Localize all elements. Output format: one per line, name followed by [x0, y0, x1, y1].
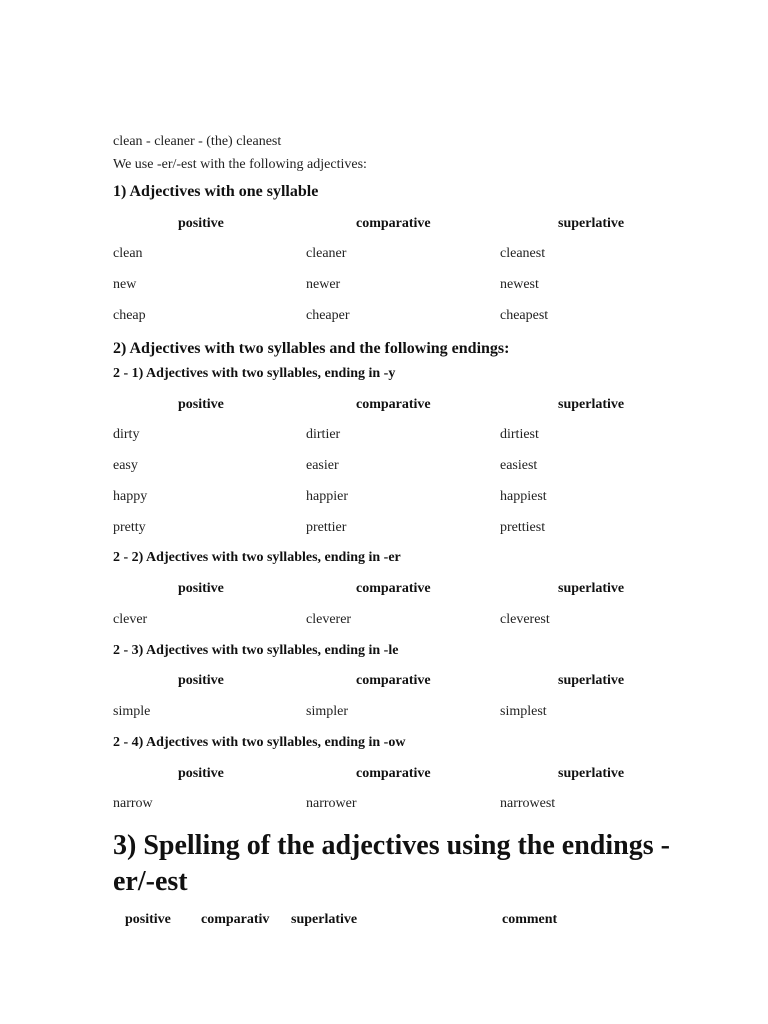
cell-positive: new	[113, 277, 137, 292]
subsection-2-3-title: 2 - 3) Adjectives with two syllables, ending in -le	[113, 643, 399, 658]
cell-positive: dirty	[113, 427, 140, 442]
cell-positive: happy	[113, 489, 148, 504]
cell-positive: easy	[113, 458, 138, 473]
cell-comparative: newer	[306, 277, 341, 292]
subsection-2-1-title: 2 - 1) Adjectives with two syllables, ending in -y	[113, 366, 396, 381]
section2-title: 2) Adjectives with two syllables and the following endings:	[113, 340, 510, 357]
header-comparative: comparative	[356, 397, 431, 412]
cell-superlative: prettiest	[500, 520, 546, 535]
intro-example: clean - cleaner - (the) cleanest	[113, 134, 282, 149]
cell-positive: clever	[113, 612, 148, 627]
cell-comparative: simpler	[306, 704, 348, 719]
cell-superlative: happiest	[500, 489, 547, 504]
header-comparative: comparative	[356, 673, 431, 688]
cell-comparative: easier	[306, 458, 339, 473]
cell-comparative: cleaner	[306, 246, 347, 261]
cell-comparative: cheaper	[306, 308, 350, 323]
cell-positive: simple	[113, 704, 151, 719]
cell-comparative: dirtier	[306, 427, 341, 442]
cell-superlative: cleverest	[500, 612, 550, 627]
header-superlative: superlative	[291, 912, 358, 927]
section3-title: 3) Spelling of the adjectives using the endings -er/-est	[113, 830, 670, 897]
cell-superlative: cleanest	[500, 246, 546, 261]
header-positive: positive	[178, 581, 224, 596]
intro-rule: We use -er/-est with the following adjectives:	[113, 157, 367, 172]
header-superlative: superlative	[558, 216, 625, 231]
cell-comparative: narrower	[306, 796, 357, 811]
subsection-2-4-title: 2 - 4) Adjectives with two syllables, ending in -ow	[113, 735, 406, 750]
header-superlative: superlative	[558, 766, 625, 781]
header-positive: positive	[125, 912, 171, 927]
cell-positive: clean	[113, 246, 143, 261]
cell-comparative: prettier	[306, 520, 347, 535]
header-superlative: superlative	[558, 673, 625, 688]
header-superlative: superlative	[558, 581, 625, 596]
cell-superlative: narrowest	[500, 796, 556, 811]
cell-superlative: easiest	[500, 458, 538, 473]
cell-positive: cheap	[113, 308, 146, 323]
cell-superlative: dirtiest	[500, 427, 539, 442]
header-comparative: comparative	[356, 766, 431, 781]
header-comparative: comparativ	[201, 912, 270, 927]
header-comparative: comparative	[356, 581, 431, 596]
header-comparative: comparative	[356, 216, 431, 231]
header-positive: positive	[178, 766, 224, 781]
cell-superlative: simplest	[500, 704, 547, 719]
cell-comparative: happier	[306, 489, 348, 504]
header-positive: positive	[178, 673, 224, 688]
cell-superlative: cheapest	[500, 308, 549, 323]
header-positive: positive	[178, 397, 224, 412]
cell-positive: narrow	[113, 796, 153, 811]
cell-comparative: cleverer	[306, 612, 352, 627]
cell-positive: pretty	[113, 520, 146, 535]
subsection-2-2-title: 2 - 2) Adjectives with two syllables, ending in -er	[113, 550, 401, 565]
cell-superlative: newest	[500, 277, 539, 292]
header-comment: comment	[502, 912, 558, 927]
header-positive: positive	[178, 216, 224, 231]
section1-title: 1) Adjectives with one syllable	[113, 183, 319, 200]
header-superlative: superlative	[558, 397, 625, 412]
